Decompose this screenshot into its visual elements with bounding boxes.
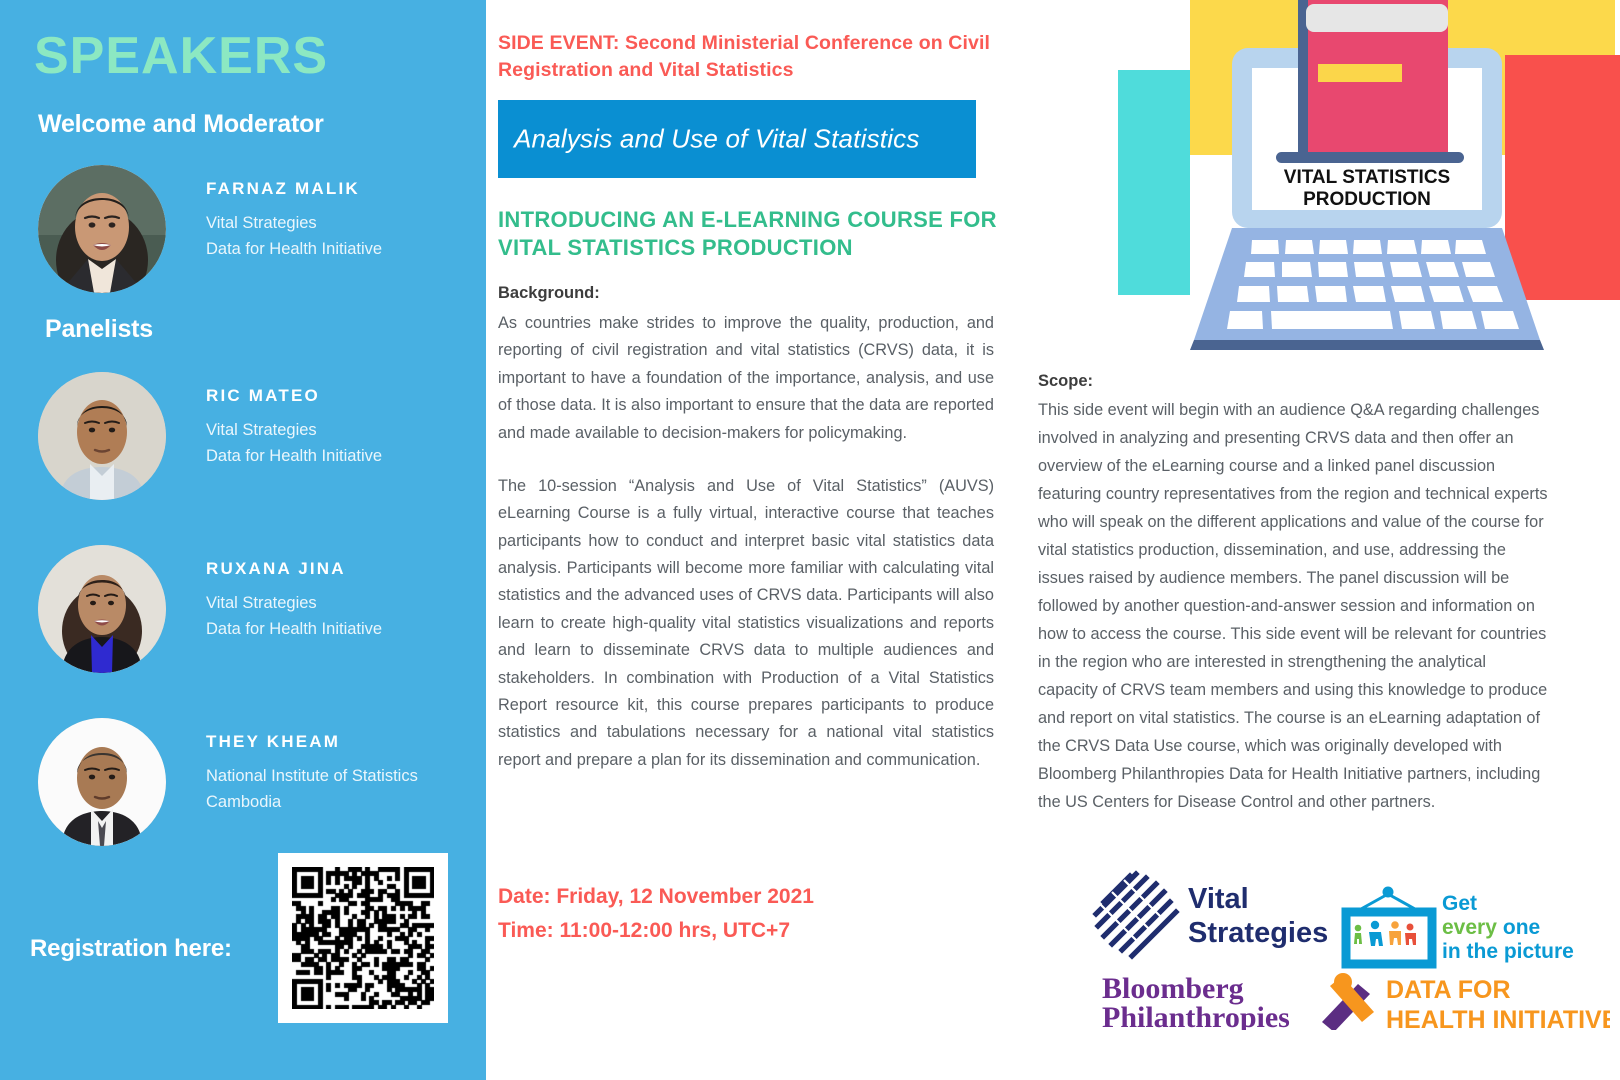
speaker-info	[206, 386, 506, 469]
screen-line-2: PRODUCTION	[1303, 189, 1431, 210]
vital-strategies-line2: Strategies	[1188, 917, 1329, 949]
avatar	[38, 372, 166, 500]
speaker-name: FARNAZ MALIK	[206, 179, 360, 198]
right-column	[1030, 0, 1620, 1080]
page-title: SPEAKERS	[34, 27, 329, 85]
event-date: Date: Friday, 12 November 2021	[498, 885, 814, 908]
vital-statistics-illustration	[1080, 0, 1620, 350]
speaker-name: RUXANA JINA	[206, 559, 346, 578]
speaker-org-line2: Cambodia	[206, 792, 282, 811]
background-paragraph-1: As countries make strides to improve the quality, production, and reporting of civil registration and vital statistics (CRVS) data, it is important to have a foundation of the importance, analysis, and use of those data. It is also important to ensure that the data are reported and made available to decision-makers for policymaking.	[498, 314, 994, 442]
speaker-card-panelist-1	[38, 372, 478, 507]
bloomberg-line2: Philanthropies	[1102, 1001, 1290, 1030]
event-time: Time: 11:00-12:00 hrs, UTC+7	[498, 918, 791, 942]
speakers-sidebar	[0, 0, 486, 1080]
speaker-name: RIC MATEO	[206, 386, 320, 405]
geo-line2a: every one	[1442, 916, 1541, 939]
background-paragraph-2: The 10-session “Analysis and Use of Vital Statistics” (AUVS) eLearning Course is a fully virtual, interactive course that teaches participants how to conduct and interpret basic vital statistics data analysis. Participants will become more familiar with calculating vital statistics and the advanced uses of CRVS data. Participants will also learn to create high-quality vital statistics visualizations and reports and learn to disseminate CRVS data to multiple audiences and stakeholders. In combination with Production of a Vital Statistics Report resource kit, this course prepares participants to produce statistics and tabulations necessary for a national vital statistics report and prepare a plan for its dissemination and communication.	[498, 476, 994, 769]
teal-block	[1118, 70, 1190, 295]
geo-line1: Get	[1442, 892, 1478, 915]
speaker-org-line1: Vital Strategies	[206, 421, 317, 439]
event-datetime	[498, 880, 978, 947]
bloomberg-philanthropies-logo	[1102, 972, 1290, 1030]
get-every-one-logo	[1346, 887, 1574, 965]
speaker-info	[206, 179, 506, 262]
avatar	[38, 165, 166, 293]
speaker-info	[206, 732, 506, 815]
session-title-band	[498, 100, 976, 178]
main-content-column	[498, 0, 1008, 1080]
screen-line-1: VITAL STATISTICS	[1283, 167, 1451, 188]
vital-strategies-line1: Vital	[1188, 883, 1249, 915]
background-body	[498, 310, 994, 800]
data-for-health-logo	[1322, 973, 1610, 1030]
speaker-org-line1: Vital Strategies	[206, 214, 317, 232]
background-label: Background:	[498, 284, 600, 302]
d4h-line2: HEALTH INITIATIVE	[1386, 1006, 1610, 1030]
book-pages	[1306, 4, 1448, 32]
scope-label: Scope:	[1038, 372, 1094, 390]
speaker-org-line1: Vital Strategies	[206, 594, 317, 612]
vital-strategies-logo	[1096, 874, 1328, 956]
speaker-name: THEY KHEAM	[206, 732, 341, 751]
speaker-org-line2: Data for Health Initiative	[206, 446, 383, 465]
speaker-card-panelist-2	[38, 545, 478, 680]
book-shelf	[1276, 152, 1464, 163]
course-heading: INTRODUCING AN E-LEARNING COURSE FOR VITAL STATISTICS PRODUCTION	[498, 207, 997, 260]
session-title-text: Analysis and Use of Vital Statistics	[514, 123, 920, 154]
registration-qr-code[interactable]	[278, 853, 448, 1023]
avatar	[38, 718, 166, 846]
speaker-org-line1: National Institute of Statistics	[206, 767, 418, 785]
laptop-base	[1190, 340, 1544, 350]
d4h-icon	[1322, 973, 1374, 1030]
welcome-moderator-heading: Welcome and Moderator	[38, 110, 324, 138]
geo-line3: in the picture	[1442, 940, 1574, 963]
side-event-title: SIDE EVENT: Second Ministerial Conference on Civil Registration and Vital Statistics	[498, 32, 990, 81]
speaker-card-moderator	[38, 165, 478, 300]
panelists-heading: Panelists	[45, 315, 153, 343]
bloomberg-line1: Bloomberg	[1102, 972, 1244, 1005]
avatar	[38, 545, 166, 673]
speaker-org-line2: Data for Health Initiative	[206, 619, 383, 638]
red-block	[1505, 55, 1620, 300]
partner-logos	[1090, 870, 1610, 1030]
d4h-line1: DATA FOR	[1386, 976, 1511, 1004]
book-label	[1318, 64, 1402, 82]
speaker-org-line2: Data for Health Initiative	[206, 239, 383, 258]
scope-body: This side event will begin with an audience Q&A regarding challenges involved in analyzing and presenting CRVS data and then offer an overview of the eLearning course and a linked panel discussion featuring country representatives from the region and technical experts who will speak on the different applications and value of the course for vital statistics production, dissemination, and use, addressing the issues raised by audience members. The panel discussion will be followed by another question-and-answer session and information on how to access the course. This side event will be relevant for countries in the region who are interested in strengthening the analytical capacity of CRVS team members and using this knowledge to produce and report on vital statistics. The course is an eLearning adaptation of the CRVS Data Use course, which was originally developed with Bloomberg Philanthropies Data for Health Initiative partners, including the US Centers for Disease Control and other partners.	[1038, 401, 1548, 812]
registration-label: Registration here:	[30, 935, 232, 962]
speaker-card-panelist-3	[38, 718, 478, 853]
speaker-info	[206, 559, 506, 642]
